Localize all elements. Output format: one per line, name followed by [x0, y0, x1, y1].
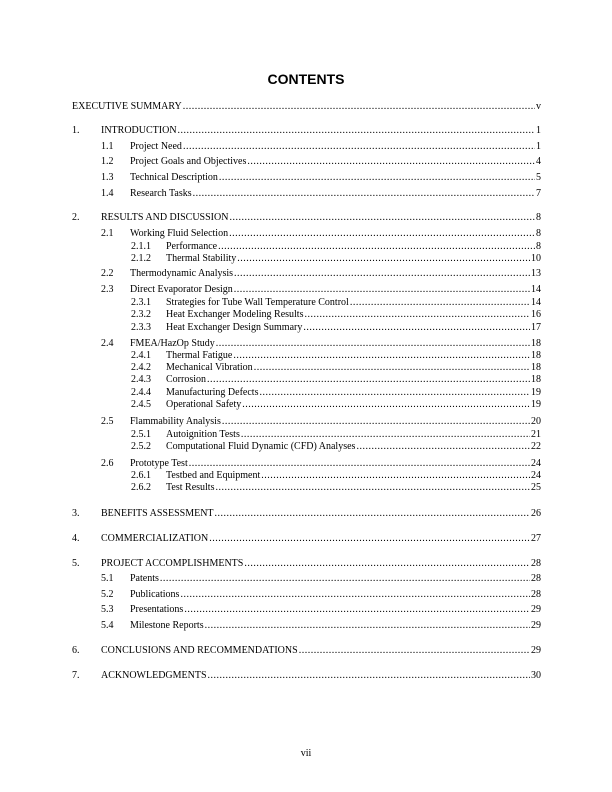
toc-entry-label: CONCLUSIONS AND RECOMMENDATIONS — [101, 645, 298, 656]
toc-entry-page: 28 — [531, 573, 541, 584]
toc-entry[interactable] — [72, 670, 541, 682]
toc-entry-page: 14 — [531, 297, 541, 308]
toc-entry[interactable] — [101, 268, 541, 280]
page-title: CONTENTS — [267, 71, 345, 87]
toc-entry-number: 2.2 — [101, 268, 114, 279]
toc-entry[interactable] — [131, 374, 541, 386]
toc-entry[interactable] — [101, 172, 541, 184]
toc-entry-number: 1.2 — [101, 156, 114, 167]
toc-leader-dots — [183, 141, 535, 153]
toc-entry-page: 19 — [531, 387, 541, 398]
toc-entry-number: 1.3 — [101, 172, 114, 183]
toc-leader-dots — [303, 322, 530, 334]
toc-entry-number: 1.1 — [101, 141, 114, 152]
toc-entry-page: 5 — [536, 172, 541, 183]
toc-entry-label: EXECUTIVE SUMMARY — [72, 101, 182, 112]
toc-entry-page: 28 — [531, 558, 541, 569]
toc-leader-dots — [207, 374, 530, 386]
toc-entry-number: 5.1 — [101, 573, 114, 584]
toc-entry-number: 7. — [72, 670, 80, 681]
toc-entry[interactable] — [101, 156, 541, 168]
toc-entry[interactable] — [72, 558, 541, 570]
toc-entry-page: 19 — [531, 399, 541, 410]
toc-entry-page: 16 — [531, 309, 541, 320]
toc-leader-dots — [237, 253, 530, 265]
toc-entry-number: 2.4.3 — [131, 374, 151, 385]
toc-entry-label: Corrosion — [166, 374, 206, 385]
toc-entry[interactable] — [131, 241, 541, 253]
toc-entry-number: 4. — [72, 533, 80, 544]
toc-leader-dots — [234, 284, 530, 296]
toc-entry-page: 18 — [531, 374, 541, 385]
toc-entry-label: Research Tasks — [130, 188, 192, 199]
toc-entry-number: 2. — [72, 212, 80, 223]
toc-entry[interactable] — [101, 604, 541, 616]
toc-leader-dots — [205, 620, 530, 632]
toc-entry-label: Milestone Reports — [130, 620, 204, 631]
toc-entry-page: 7 — [536, 188, 541, 199]
toc-leader-dots — [189, 458, 530, 470]
toc-leader-dots — [242, 399, 530, 411]
toc-entry-label: FMEA/HazOp Study — [130, 338, 215, 349]
toc-entry-page: 25 — [531, 482, 541, 493]
toc-entry-number: 2.3.2 — [131, 309, 151, 320]
toc-entry-number: 1. — [72, 125, 80, 136]
toc-entry-page: 20 — [531, 416, 541, 427]
toc-entry-number: 2.4 — [101, 338, 114, 349]
toc-leader-dots — [209, 533, 530, 545]
toc-entry-page: 27 — [531, 533, 541, 544]
toc-entry[interactable] — [131, 309, 541, 321]
toc-entry-number: 2.4.5 — [131, 399, 151, 410]
toc-entry-label: Patents — [130, 573, 159, 584]
toc-entry-number: 3. — [72, 508, 80, 519]
toc-entry-label: Thermal Fatigue — [166, 350, 233, 361]
toc-entry-page: 8 — [536, 241, 541, 252]
toc-entry-page: 8 — [536, 212, 541, 223]
toc-entry-number: 2.5.1 — [131, 429, 151, 440]
toc-leader-dots — [184, 604, 530, 616]
toc-entry-label: Thermodynamic Analysis — [130, 268, 234, 279]
toc-leader-dots — [229, 228, 535, 240]
toc-entry[interactable] — [101, 338, 541, 350]
toc-entry[interactable] — [131, 387, 541, 399]
toc-entry-label: ACKNOWLEDGMENTS — [101, 670, 207, 681]
toc-entry[interactable] — [131, 362, 541, 374]
toc-entry-label: Performance — [166, 241, 218, 252]
toc-entry-page: 8 — [536, 228, 541, 239]
toc-entry-page: 29 — [531, 604, 541, 615]
toc-leader-dots — [254, 362, 530, 374]
toc-entry[interactable] — [72, 645, 541, 657]
toc-entry-page: 24 — [531, 470, 541, 481]
toc-entry-page: v — [536, 101, 541, 112]
toc-entry-label: Manufacturing Defects — [166, 387, 259, 398]
toc-entry-label: Direct Evaporator Design — [130, 284, 233, 295]
toc-leader-dots — [215, 508, 530, 520]
toc-entry-label: BENEFITS ASSESSMENT — [101, 508, 214, 519]
toc-entry-label: RESULTS AND DISCUSSION — [101, 212, 229, 223]
toc-entry-page: 18 — [531, 338, 541, 349]
toc-entry-page: 10 — [531, 253, 541, 264]
toc-leader-dots — [160, 573, 530, 585]
toc-entry-number: 2.4.4 — [131, 387, 151, 398]
toc-entry-number: 2.3 — [101, 284, 114, 295]
toc-leader-dots — [219, 172, 535, 184]
toc-entry-number: 2.4.2 — [131, 362, 151, 373]
toc-entry-label: Strategies for Tube Wall Temperature Control — [166, 297, 349, 308]
toc-leader-dots — [229, 212, 535, 224]
toc-entry-label: Thermal Stability — [166, 253, 237, 264]
toc-leader-dots — [178, 125, 535, 137]
toc-entry[interactable] — [131, 253, 541, 265]
toc-entry-page: 18 — [531, 362, 541, 373]
toc-entry-page: 30 — [531, 670, 541, 681]
toc-entry-number: 2.6.2 — [131, 482, 151, 493]
toc-entry-label: INTRODUCTION — [101, 125, 177, 136]
toc-entry[interactable] — [101, 141, 541, 153]
toc-entry-page: 14 — [531, 284, 541, 295]
toc-entry-page: 28 — [531, 589, 541, 600]
toc-entry-number: 5.3 — [101, 604, 114, 615]
toc-entry[interactable] — [131, 399, 541, 411]
toc-entry-page: 18 — [531, 350, 541, 361]
toc-entry-label: Operational Safety — [166, 399, 242, 410]
toc-entry[interactable] — [101, 284, 541, 296]
toc-leader-dots — [247, 156, 535, 168]
toc-entry-page: 17 — [531, 322, 541, 333]
toc-entry-page: 24 — [531, 458, 541, 469]
toc-leader-dots — [218, 241, 535, 253]
toc-leader-dots — [233, 350, 530, 362]
page-number-footer: vii — [300, 748, 312, 759]
toc-leader-dots — [216, 338, 530, 350]
toc-entry-page: 4 — [536, 156, 541, 167]
toc-entry-page: 1 — [536, 125, 541, 136]
toc-entry-number: 2.1.1 — [131, 241, 151, 252]
toc-entry[interactable] — [131, 322, 541, 334]
toc-entry-number: 2.3.3 — [131, 322, 151, 333]
toc-entry-page: 26 — [531, 508, 541, 519]
toc-leader-dots — [244, 558, 530, 570]
toc-entry-label: Autoignition Tests — [166, 429, 240, 440]
toc-entry-label: Presentations — [130, 604, 184, 615]
toc-entry[interactable] — [131, 482, 541, 494]
toc-entry-page: 29 — [531, 620, 541, 631]
toc-entry-number: 2.1.2 — [131, 253, 151, 264]
toc-entry-label: Project Goals and Objectives — [130, 156, 247, 167]
toc-entry-label: Working Fluid Selection — [130, 228, 229, 239]
toc-leader-dots — [180, 589, 530, 601]
toc-leader-dots — [350, 297, 530, 309]
toc-leader-dots — [299, 645, 530, 657]
toc-entry[interactable] — [72, 101, 541, 113]
toc-entry-number: 2.1 — [101, 228, 114, 239]
toc-entry-label: Computational Fluid Dynamic (CFD) Analyses — [166, 441, 356, 452]
toc-entry-number: 2.4.1 — [131, 350, 151, 361]
toc-entry[interactable] — [101, 573, 541, 585]
toc-entry-label: Testbed and Equipment — [166, 470, 261, 481]
toc-entry-number: 2.5.2 — [131, 441, 151, 452]
toc-entry-label: Technical Description — [130, 172, 218, 183]
toc-entry[interactable] — [131, 470, 541, 482]
toc-entry-label: Heat Exchanger Design Summary — [166, 322, 303, 333]
toc-entry-label: PROJECT ACCOMPLISHMENTS — [101, 558, 244, 569]
toc-leader-dots — [234, 268, 530, 280]
toc-entry-label: Heat Exchanger Modeling Results — [166, 309, 304, 320]
toc-leader-dots — [183, 101, 535, 113]
toc-entry-number: 5.4 — [101, 620, 114, 631]
toc-entry-label: Project Need — [130, 141, 182, 152]
toc-entry[interactable] — [131, 350, 541, 362]
toc-entry[interactable] — [72, 125, 541, 137]
toc-entry-number: 2.6 — [101, 458, 114, 469]
toc-entry-page: 29 — [531, 645, 541, 656]
toc-leader-dots — [259, 387, 530, 399]
toc-leader-dots — [222, 416, 530, 428]
toc-entry[interactable] — [72, 533, 541, 545]
toc-entry-label: Prototype Test — [130, 458, 188, 469]
toc-entry[interactable] — [101, 188, 541, 200]
toc-leader-dots — [261, 470, 530, 482]
toc-entry-number: 1.4 — [101, 188, 114, 199]
toc-entry[interactable] — [101, 589, 541, 601]
toc-entry[interactable] — [72, 212, 541, 224]
toc-leader-dots — [356, 441, 530, 453]
toc-entry-page: 1 — [536, 141, 541, 152]
toc-entry-number: 6. — [72, 645, 80, 656]
toc-entry[interactable] — [101, 458, 541, 470]
toc-leader-dots — [193, 188, 535, 200]
toc-entry[interactable] — [101, 228, 541, 240]
toc-entry[interactable] — [131, 429, 541, 441]
toc-entry[interactable] — [101, 416, 541, 428]
toc-entry[interactable] — [101, 620, 541, 632]
toc-entry-number: 5.2 — [101, 589, 114, 600]
toc-entry-number: 2.3.1 — [131, 297, 151, 308]
toc-entry-label: Publications — [130, 589, 180, 600]
toc-entry-number: 2.5 — [101, 416, 114, 427]
toc-entry[interactable] — [131, 297, 541, 309]
toc-entry-label: Test Results — [166, 482, 215, 493]
toc-entry[interactable] — [131, 441, 541, 453]
toc-entry-page: 22 — [531, 441, 541, 452]
toc-leader-dots — [215, 482, 530, 494]
toc-leader-dots — [304, 309, 530, 321]
toc-entry-label: Mechanical Vibration — [166, 362, 253, 373]
toc-entry-page: 13 — [531, 268, 541, 279]
toc-entry[interactable] — [72, 508, 541, 520]
toc-entry-label: COMMERCIALIZATION — [101, 533, 209, 544]
toc-leader-dots — [208, 670, 530, 682]
toc-entry-number: 5. — [72, 558, 80, 569]
toc-leader-dots — [241, 429, 530, 441]
toc-entry-label: Flammability Analysis — [130, 416, 221, 427]
toc-entry-page: 21 — [531, 429, 541, 440]
toc-entry-number: 2.6.1 — [131, 470, 151, 481]
